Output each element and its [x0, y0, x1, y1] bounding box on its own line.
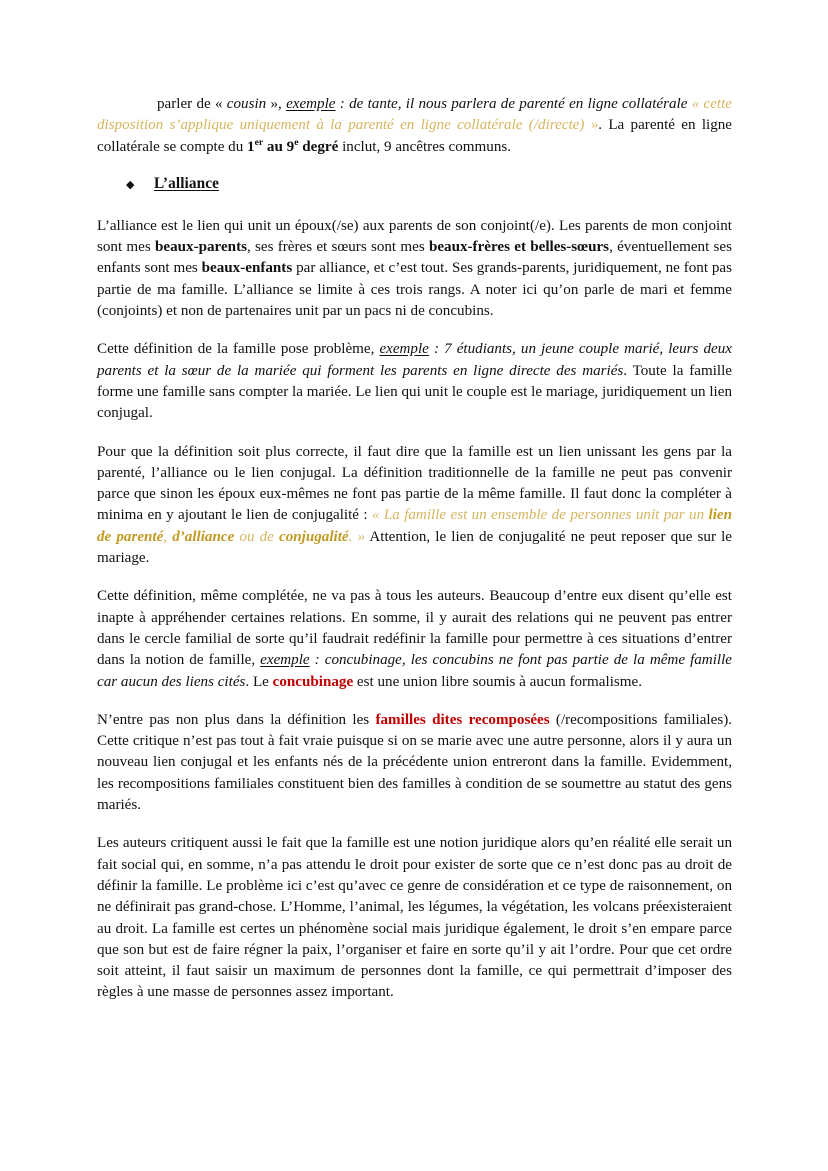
p5-text-tail: est une union libre soumis à aucun formalisme.	[353, 673, 642, 690]
p1-example-body: : de tante, il nous parlera de parenté en ligne collatérale	[335, 96, 692, 112]
paragraph-recomposed-families	[97, 710, 732, 816]
p2-text-tail: par alliance, et c’est tout. Ses grands-parents, juridiquement, ne font pas partie de ma famille. L’alliance se limite à ces trois rangs. A noter ici qu’on parle de mari et femme (conjoints) et non de partenaires unit par un pacs ni de concubins.	[97, 260, 732, 320]
p6-text-tail: (/recompositions familiales). Cette critique n’est pas tout à fait vraie puisque si on se marie avec une autre personne, alors il y aura un nouveau lien conjugal et les enfants nés de la précédente union entreront dans la famille. Evidemment, les recompositions familiales constituent bien des familles à condition de se soumettre au statut des gens mariés.	[97, 711, 732, 814]
p1-gold-quote: « cette disposition s’applique uniquement à la parenté en ligne collatérale (/directe) »	[97, 96, 732, 134]
p2-term-beaux-parents: beaux-parents	[155, 239, 247, 256]
p3-label-exemple: exemple	[379, 341, 429, 358]
p6-text-lead: N’entre pas non plus dans la définition les	[97, 711, 376, 728]
p2-text-lead: L’alliance est le lien qui unit un époux(/se) aux parents de son conjoint(/e). Les parents de mon conjoint sont mes	[97, 217, 732, 256]
p3-text-lead: Cette définition de la famille pose problème,	[97, 341, 380, 358]
p4-text-lead: Pour que la définition soit plus correcte, il faut dire que la famille est un lien unissant les gens par la parenté, l’alliance ou le lien conjugal. La définition traditionnelle de la famille ne peut pas convenir parce que sinon les époux eux-mêmes ne font pas partie de la même famille. Il faut donc la compléter à minima en y ajoutant le lien de conjugalité :	[97, 443, 732, 524]
paragraph-alliance-definition	[97, 216, 732, 322]
p1-text-lead: parler de «	[157, 96, 227, 112]
p1-text-after-quote: . La parenté en ligne collatérale se compte du	[97, 117, 733, 155]
p1-label-exemple: exemple	[286, 96, 336, 112]
p4-text-tail: Attention, le lien de conjugalité ne peut reposer que sur le mariage.	[97, 528, 732, 567]
paragraph-legal-notion	[97, 833, 732, 1003]
p2-text-mid1: , ses frères et sœurs sont mes	[246, 239, 429, 256]
paragraph-authors-critique	[97, 586, 732, 692]
diamond-bullet-icon: ◆	[126, 178, 135, 191]
p4-gold-sep1: ,	[163, 528, 173, 545]
p5-text-lead: Cette définition, même complétée, ne va pas à tous les auteurs. Beaucoup d’entre eux disent qu’elle est inapte à appréhender certaines relations. En somme, il y aurait des relations qui ne peuvent pas entrer dans le cercle familial de sorte qu’il faudrait redéfinir la famille pour permettre à ces situations d’entrer dans la notion de famille,	[97, 588, 732, 669]
p1-degree-ninth: au 9	[263, 138, 295, 155]
p3-example-body: : 7 étudiants, un jeune couple marié, leurs deux parents et la sœur de la mariée qui forment les parents en ligne directe des mariés	[97, 341, 732, 379]
p3-text-tail: . Toute la famille forme une famille sans compter la mariée. Le lien qui unit le couple est le mariage, juridiquement un lien conjugal.	[97, 362, 732, 422]
p5-term-concubinage: concubinage	[272, 673, 354, 690]
p5-example-body: : concubinage, les concubins ne font pas partie de la même famille car aucun des liens cités	[97, 652, 732, 690]
section-heading-label: L’alliance	[154, 174, 220, 192]
p4-gold-term-alliance: d’alliance	[172, 528, 235, 545]
p4-gold-quote-open: « La famille est un ensemble de personnes unit par un	[371, 507, 709, 524]
p5-label-exemple: exemple	[260, 652, 310, 669]
p4-gold-sep2: ou de	[234, 528, 279, 545]
paragraph-corrected-definition	[97, 442, 732, 570]
p7-text: Les auteurs critiquent aussi le fait que la famille est une notion juridique alors qu’en réalité elle serait un fait social qui, en somme, n’a pas attendu le droit pour exister de sorte que ce n’est donc pas au droit de définir la famille. Le problème ici c’est qu’avec ce genre de considération et ce type de raisonnement, on ne définirait pas grand-chose. L’Homme, l’animal, les légumes, la végétation, les volcans préexisteraient au droit. La famille est certes un phénomène social mais juridique également, le droit s’en empare parce que son but est de faire régner la paix, l’organiser et faire en sorte qu’il y ait l’ordre. Pour que cet ordre soit atteint, il faut saisir un maximum de personnes dont la famille, ce qui permettrait d’imposer des règles à une masse de personnes assez important.	[97, 835, 732, 1001]
p1-degree-ninth-sup: e	[294, 136, 299, 148]
p5-text-mid: . Le	[245, 673, 273, 690]
document-body	[97, 94, 732, 1021]
p1-degree-first-sup: er	[254, 136, 264, 148]
paragraph-definition-problem	[97, 339, 732, 424]
section-heading-alliance	[97, 175, 732, 196]
p4-gold-term-conjugalite: conjugalité	[279, 528, 349, 545]
paragraph-cousin-example	[97, 94, 732, 158]
p1-degree-word: degré	[298, 138, 339, 155]
p6-term-familles-recomposees: familles dites recomposées	[375, 711, 550, 728]
p1-text-tail: inclut, 9 ancêtres communs.	[338, 138, 512, 155]
p2-term-beaux-enfants: beaux-enfants	[201, 260, 293, 277]
p2-term-beaux-freres: beaux-frères et belles-sœurs	[428, 239, 610, 256]
p4-gold-quote-close: . »	[348, 528, 366, 545]
p2-text-mid2: , éventuellement ses enfants sont mes	[97, 239, 732, 277]
p1-degree-first: 1	[247, 138, 255, 155]
p4-gold-term-parente: lien de parenté	[97, 507, 733, 545]
p1-term-cousin: cousin	[226, 96, 267, 112]
p1-text-after-cousin: »,	[266, 96, 287, 112]
